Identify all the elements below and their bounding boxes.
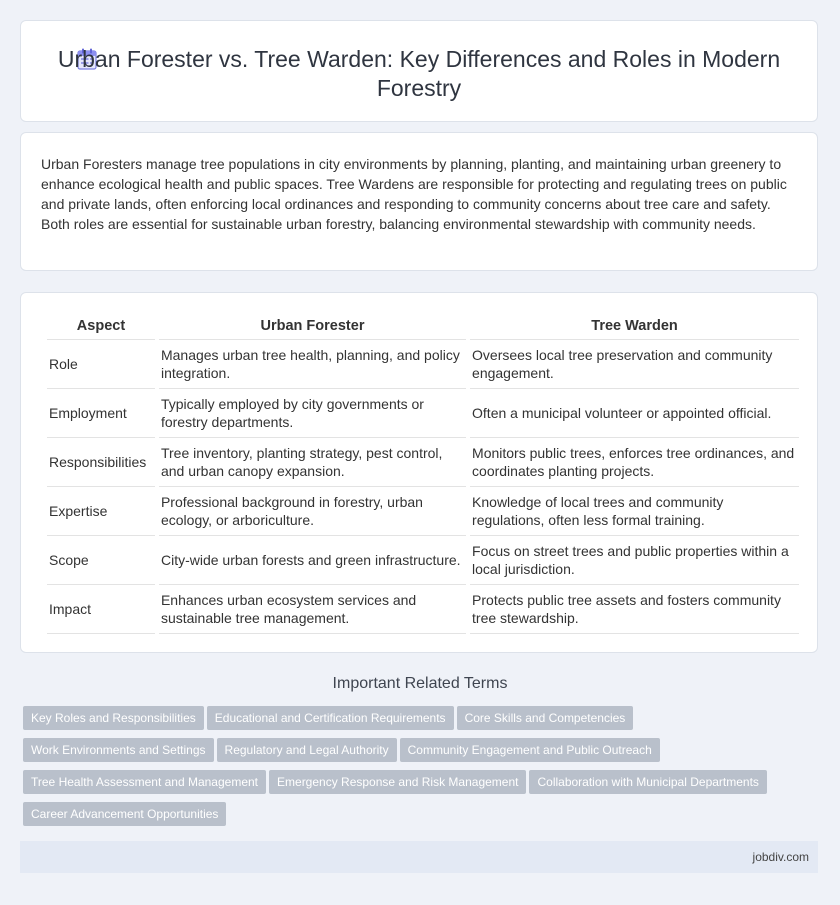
cell-urban-forester: Typically employed by city governments or forestry departments. (159, 389, 466, 438)
comparison-table-card (20, 292, 818, 653)
intro-card (20, 132, 818, 271)
cell-tree-warden: Knowledge of local trees and community regulations, often less formal training. (470, 487, 799, 536)
cell-aspect: Role (47, 340, 155, 389)
table-row (47, 536, 799, 585)
related-term-tag[interactable]: Tree Health Assessment and Management (23, 770, 266, 794)
comparison-table (43, 315, 803, 634)
related-terms-list (23, 706, 813, 834)
table-row (47, 585, 799, 634)
header-aspect: Aspect (47, 315, 155, 340)
cell-tree-warden: Protects public tree assets and fosters community tree stewardship. (470, 585, 799, 634)
table-header-row (47, 315, 799, 340)
related-term-tag[interactable]: Career Advancement Opportunities (23, 802, 226, 826)
cell-urban-forester: Tree inventory, planting strategy, pest control, and urban canopy expansion. (159, 438, 466, 487)
table-row (47, 389, 799, 438)
footer-site-link[interactable]: jobdiv.com (752, 850, 809, 864)
footer (20, 841, 818, 873)
cell-urban-forester: Manages urban tree health, planning, and policy integration. (159, 340, 466, 389)
cell-tree-warden: Focus on street trees and public properties within a local jurisdiction. (470, 536, 799, 585)
related-term-tag[interactable]: Collaboration with Municipal Departments (529, 770, 766, 794)
table-row (47, 487, 799, 536)
header-tree-warden: Tree Warden (470, 315, 799, 340)
header-urban-forester: Urban Forester (159, 315, 466, 340)
cell-aspect: Impact (47, 585, 155, 634)
related-term-tag[interactable]: Regulatory and Legal Authority (217, 738, 397, 762)
title-card (20, 20, 818, 122)
cell-urban-forester: City-wide urban forests and green infrastructure. (159, 536, 466, 585)
cell-aspect: Scope (47, 536, 155, 585)
related-term-tag[interactable]: Community Engagement and Public Outreach (400, 738, 660, 762)
page-title: Urban Forester vs. Tree Warden: Key Differences and Roles in Modern Forestry (57, 46, 781, 101)
cell-tree-warden: Oversees local tree preservation and community engagement. (470, 340, 799, 389)
related-term-tag[interactable]: Key Roles and Responsibilities (23, 706, 204, 730)
cell-aspect: Employment (47, 389, 155, 438)
cell-tree-warden: Often a municipal volunteer or appointed official. (470, 389, 799, 438)
cell-aspect: Expertise (47, 487, 155, 536)
related-term-tag[interactable]: Core Skills and Competencies (457, 706, 634, 730)
related-terms-heading: Important Related Terms (332, 675, 508, 692)
table-row (47, 438, 799, 487)
cell-tree-warden: Monitors public trees, enforces tree ordinances, and coordinates planting projects. (470, 438, 799, 487)
cell-aspect: Responsibilities (47, 438, 155, 487)
related-term-tag[interactable]: Educational and Certification Requirements (207, 706, 454, 730)
related-term-tag[interactable]: Work Environments and Settings (23, 738, 214, 762)
table-row (47, 340, 799, 389)
cell-urban-forester: Professional background in forestry, urban ecology, or arboriculture. (159, 487, 466, 536)
cell-urban-forester: Enhances urban ecosystem services and sustainable tree management. (159, 585, 466, 634)
intro-paragraph: Urban Foresters manage tree populations in city environments by planning, planting, and maintaining urban greenery to enhance ecological health and public spaces. Tree Wardens are responsible for protecting and regulating trees on public and private lands, often enforcing local ordinances and responding to community concerns about tree care and safety. Both roles are essential for sustainable urban forestry, balancing environmental stewardship with community needs. (41, 156, 787, 232)
related-term-tag[interactable]: Emergency Response and Risk Management (269, 770, 526, 794)
